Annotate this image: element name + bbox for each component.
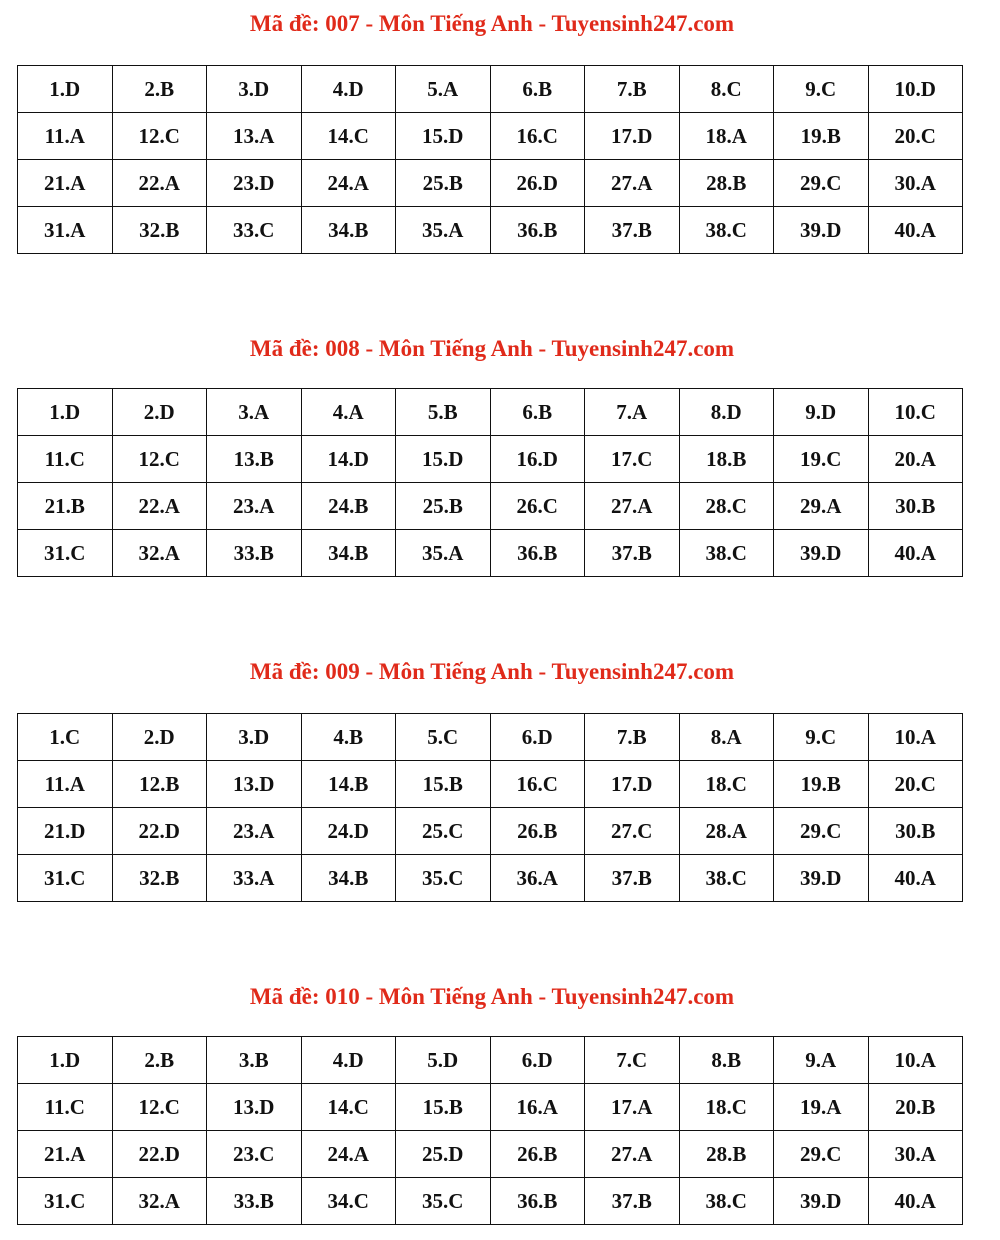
answer-cell: 15.B [396, 761, 491, 808]
answer-table [17, 713, 963, 902]
table-row [18, 66, 963, 113]
answer-cell: 32.B [112, 207, 207, 254]
answer-cell: 13.D [207, 761, 302, 808]
answer-cell: 34.B [301, 530, 396, 577]
answer-cell: 27.C [585, 808, 680, 855]
answer-cell: 16.A [490, 1084, 585, 1131]
answer-cell: 29.C [774, 160, 869, 207]
answer-cell: 32.A [112, 530, 207, 577]
answer-cell: 20.B [868, 1084, 963, 1131]
answer-cell: 38.C [679, 207, 774, 254]
section-title: Mã đề: 008 - Môn Tiếng Anh - Tuyensinh247.com [249, 336, 735, 361]
answer-cell: 6.D [490, 1037, 585, 1084]
answer-cell: 35.C [396, 855, 491, 902]
answer-cell: 25.D [396, 1131, 491, 1178]
answer-cell: 35.A [396, 207, 491, 254]
answer-cell: 16.C [490, 113, 585, 160]
answer-cell: 20.C [868, 761, 963, 808]
answer-cell: 23.A [207, 483, 302, 530]
answer-cell: 4.B [301, 714, 396, 761]
table-row [18, 855, 963, 902]
answer-table [17, 388, 963, 577]
answer-cell: 26.D [490, 160, 585, 207]
answer-cell: 37.B [585, 1178, 680, 1225]
answer-cell: 17.A [585, 1084, 680, 1131]
answer-cell: 8.A [679, 714, 774, 761]
answer-cell: 9.C [774, 66, 869, 113]
table-row [18, 530, 963, 577]
answer-cell: 5.A [396, 66, 491, 113]
answer-cell: 7.B [585, 66, 680, 113]
answer-cell: 10.A [868, 1037, 963, 1084]
answer-cell: 39.D [774, 207, 869, 254]
answer-cell: 6.B [490, 66, 585, 113]
answer-cell: 13.B [207, 436, 302, 483]
answer-cell: 23.A [207, 808, 302, 855]
table-row [18, 113, 963, 160]
answer-cell: 18.C [679, 761, 774, 808]
table-row [18, 483, 963, 530]
answer-cell: 15.B [396, 1084, 491, 1131]
answer-cell: 1.D [18, 66, 113, 113]
answer-cell: 33.B [207, 1178, 302, 1225]
answer-cell: 38.C [679, 855, 774, 902]
answer-cell: 20.A [868, 436, 963, 483]
answer-cell: 27.A [585, 483, 680, 530]
answer-cell: 40.A [868, 530, 963, 577]
answer-cell: 2.D [112, 714, 207, 761]
answer-cell: 19.A [774, 1084, 869, 1131]
table-row [18, 389, 963, 436]
answer-cell: 36.B [490, 530, 585, 577]
answer-cell: 3.A [207, 389, 302, 436]
section-title: Mã đề: 010 - Môn Tiếng Anh - Tuyensinh247.com [249, 984, 735, 1009]
answer-cell: 30.B [868, 808, 963, 855]
answer-cell: 12.C [112, 436, 207, 483]
answer-cell: 24.A [301, 160, 396, 207]
answer-cell: 21.D [18, 808, 113, 855]
answer-cell: 37.B [585, 855, 680, 902]
answer-cell: 22.D [112, 1131, 207, 1178]
answer-cell: 28.A [679, 808, 774, 855]
answer-cell: 25.B [396, 160, 491, 207]
answer-cell: 26.B [490, 1131, 585, 1178]
answer-cell: 35.A [396, 530, 491, 577]
answer-cell: 30.A [868, 160, 963, 207]
answer-cell: 27.A [585, 160, 680, 207]
answer-cell: 25.C [396, 808, 491, 855]
answer-cell: 6.D [490, 714, 585, 761]
answer-cell: 35.C [396, 1178, 491, 1225]
answer-cell: 24.B [301, 483, 396, 530]
answer-cell: 17.C [585, 436, 680, 483]
answer-cell: 13.D [207, 1084, 302, 1131]
table-row [18, 1178, 963, 1225]
answer-cell: 3.D [207, 714, 302, 761]
answer-cell: 9.C [774, 714, 869, 761]
answer-cell: 18.A [679, 113, 774, 160]
answer-cell: 38.C [679, 1178, 774, 1225]
answer-cell: 26.B [490, 808, 585, 855]
answer-cell: 36.A [490, 855, 585, 902]
answer-cell: 1.C [18, 714, 113, 761]
answer-cell: 15.D [396, 436, 491, 483]
answer-cell: 9.A [774, 1037, 869, 1084]
answer-cell: 33.C [207, 207, 302, 254]
answer-cell: 40.A [868, 207, 963, 254]
answer-cell: 34.C [301, 1178, 396, 1225]
answer-cell: 12.B [112, 761, 207, 808]
answer-cell: 26.C [490, 483, 585, 530]
answer-cell: 13.A [207, 113, 302, 160]
answer-cell: 16.D [490, 436, 585, 483]
answer-cell: 39.D [774, 530, 869, 577]
answer-cell: 19.B [774, 761, 869, 808]
answer-cell: 31.C [18, 530, 113, 577]
answer-cell: 27.A [585, 1131, 680, 1178]
answer-table [17, 1036, 963, 1225]
answer-cell: 36.B [490, 1178, 585, 1225]
answer-cell: 37.B [585, 530, 680, 577]
answer-cell: 3.B [207, 1037, 302, 1084]
answer-cell: 39.D [774, 1178, 869, 1225]
answer-cell: 34.B [301, 855, 396, 902]
answer-cell: 3.D [207, 66, 302, 113]
answer-cell: 8.C [679, 66, 774, 113]
answer-cell: 29.A [774, 483, 869, 530]
answer-cell: 1.D [18, 1037, 113, 1084]
answer-cell: 19.B [774, 113, 869, 160]
answer-table [17, 65, 963, 254]
answer-cell: 28.B [679, 160, 774, 207]
answer-cell: 22.A [112, 483, 207, 530]
answer-cell: 8.D [679, 389, 774, 436]
answer-cell: 30.B [868, 483, 963, 530]
answer-cell: 29.C [774, 808, 869, 855]
answer-cell: 11.C [18, 1084, 113, 1131]
answer-cell: 1.D [18, 389, 113, 436]
answer-cell: 39.D [774, 855, 869, 902]
answer-cell: 21.B [18, 483, 113, 530]
answer-cell: 7.C [585, 1037, 680, 1084]
answer-cell: 40.A [868, 1178, 963, 1225]
answer-cell: 30.A [868, 1131, 963, 1178]
answer-cell: 17.D [585, 113, 680, 160]
answer-cell: 2.D [112, 389, 207, 436]
answer-cell: 36.B [490, 207, 585, 254]
answer-cell: 23.D [207, 160, 302, 207]
answer-cell: 14.B [301, 761, 396, 808]
table-row [18, 207, 963, 254]
answer-cell: 14.C [301, 1084, 396, 1131]
table-row [18, 761, 963, 808]
answer-cell: 25.B [396, 483, 491, 530]
answer-cell: 5.D [396, 1037, 491, 1084]
answer-cell: 18.B [679, 436, 774, 483]
answer-cell: 19.C [774, 436, 869, 483]
answer-cell: 31.A [18, 207, 113, 254]
answer-cell: 24.D [301, 808, 396, 855]
table-row [18, 1084, 963, 1131]
answer-cell: 33.A [207, 855, 302, 902]
answer-cell: 2.B [112, 66, 207, 113]
section-title: Mã đề: 007 - Môn Tiếng Anh - Tuyensinh247.com [249, 11, 735, 36]
answer-cell: 8.B [679, 1037, 774, 1084]
answer-cell: 11.A [18, 113, 113, 160]
answer-cell: 12.C [112, 1084, 207, 1131]
answer-cell: 38.C [679, 530, 774, 577]
answer-cell: 24.A [301, 1131, 396, 1178]
answer-cell: 28.B [679, 1131, 774, 1178]
section-title: Mã đề: 009 - Môn Tiếng Anh - Tuyensinh247.com [249, 659, 735, 684]
answer-cell: 4.D [301, 66, 396, 113]
answer-cell: 7.B [585, 714, 680, 761]
answer-cell: 18.C [679, 1084, 774, 1131]
table-row [18, 160, 963, 207]
answer-cell: 11.A [18, 761, 113, 808]
table-row [18, 714, 963, 761]
answer-cell: 2.B [112, 1037, 207, 1084]
answer-cell: 10.A [868, 714, 963, 761]
answer-cell: 40.A [868, 855, 963, 902]
answer-cell: 9.D [774, 389, 869, 436]
answer-cell: 10.C [868, 389, 963, 436]
answer-cell: 34.B [301, 207, 396, 254]
answer-cell: 32.B [112, 855, 207, 902]
answer-cell: 20.C [868, 113, 963, 160]
answer-cell: 6.B [490, 389, 585, 436]
answer-cell: 31.C [18, 855, 113, 902]
answer-cell: 4.D [301, 1037, 396, 1084]
answer-cell: 14.C [301, 113, 396, 160]
answer-cell: 14.D [301, 436, 396, 483]
table-row [18, 1131, 963, 1178]
answer-cell: 21.A [18, 1131, 113, 1178]
answer-cell: 11.C [18, 436, 113, 483]
answer-cell: 4.A [301, 389, 396, 436]
answer-cell: 5.B [396, 389, 491, 436]
answer-cell: 29.C [774, 1131, 869, 1178]
answer-cell: 22.D [112, 808, 207, 855]
answer-cell: 28.C [679, 483, 774, 530]
answer-cell: 16.C [490, 761, 585, 808]
answer-cell: 32.A [112, 1178, 207, 1225]
answer-cell: 22.A [112, 160, 207, 207]
table-row [18, 808, 963, 855]
answer-cell: 15.D [396, 113, 491, 160]
answer-cell: 23.C [207, 1131, 302, 1178]
answer-cell: 33.B [207, 530, 302, 577]
answer-cell: 7.A [585, 389, 680, 436]
answer-cell: 17.D [585, 761, 680, 808]
answer-cell: 21.A [18, 160, 113, 207]
answer-cell: 5.C [396, 714, 491, 761]
table-row [18, 1037, 963, 1084]
table-row [18, 436, 963, 483]
answer-cell: 31.C [18, 1178, 113, 1225]
answer-cell: 37.B [585, 207, 680, 254]
answer-cell: 12.C [112, 113, 207, 160]
answer-cell: 10.D [868, 66, 963, 113]
